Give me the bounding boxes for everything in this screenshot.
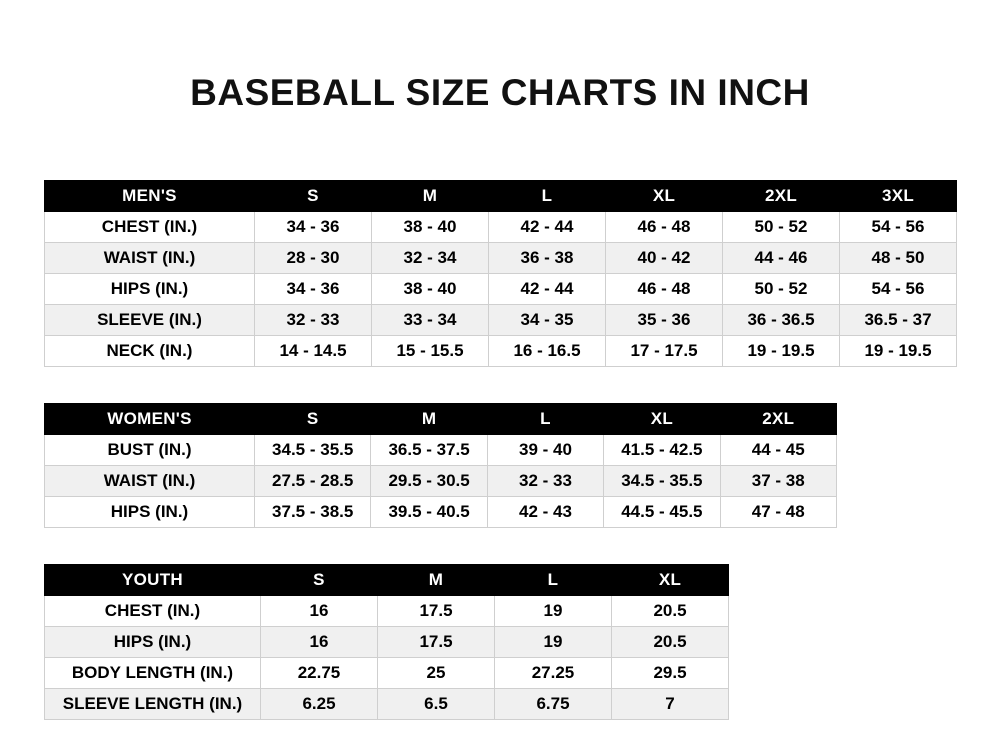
table-cell: 15 - 15.5 [372, 336, 489, 367]
table-cell: 6.75 [495, 689, 612, 720]
row-label: BODY LENGTH (IN.) [45, 658, 261, 689]
column-header: S [261, 565, 378, 596]
womens-size-table [44, 403, 837, 528]
row-label: SLEEVE LENGTH (IN.) [45, 689, 261, 720]
table-cell: 6.5 [378, 689, 495, 720]
table-row [45, 305, 957, 336]
table-cell: 7 [612, 689, 729, 720]
row-label: HIPS (IN.) [45, 274, 255, 305]
column-header: YOUTH [45, 565, 261, 596]
mens-size-table [44, 180, 957, 367]
table-cell: 41.5 - 42.5 [604, 435, 720, 466]
table-cell: 19 [495, 596, 612, 627]
page-title: BASEBALL SIZE CHARTS IN INCH [190, 72, 810, 113]
row-label: CHEST (IN.) [45, 212, 255, 243]
table-cell: 27.5 - 28.5 [255, 466, 371, 497]
row-label: WAIST (IN.) [45, 466, 255, 497]
table-cell: 47 - 48 [720, 497, 836, 528]
column-header: 2XL [723, 181, 840, 212]
table-header-row [45, 565, 729, 596]
table-row [45, 243, 957, 274]
column-header: L [489, 181, 606, 212]
table-cell: 6.25 [261, 689, 378, 720]
table-row [45, 627, 729, 658]
table-cell: 39 - 40 [487, 435, 603, 466]
column-header: XL [606, 181, 723, 212]
table-cell: 17 - 17.5 [606, 336, 723, 367]
table-cell: 38 - 40 [372, 274, 489, 305]
table-cell: 32 - 33 [255, 305, 372, 336]
column-header: XL [604, 404, 720, 435]
column-header: 2XL [720, 404, 836, 435]
row-label: SLEEVE (IN.) [45, 305, 255, 336]
column-header: L [487, 404, 603, 435]
table-cell: 50 - 52 [723, 212, 840, 243]
row-label: NECK (IN.) [45, 336, 255, 367]
row-label: BUST (IN.) [45, 435, 255, 466]
column-header: 3XL [840, 181, 957, 212]
table-cell: 34 - 36 [255, 274, 372, 305]
table-cell: 17.5 [378, 596, 495, 627]
row-label: HIPS (IN.) [45, 627, 261, 658]
table-cell: 44 - 46 [723, 243, 840, 274]
table-cell: 16 - 16.5 [489, 336, 606, 367]
table-cell: 19 [495, 627, 612, 658]
table-cell: 19 - 19.5 [840, 336, 957, 367]
table-cell: 44 - 45 [720, 435, 836, 466]
column-header: MEN'S [45, 181, 255, 212]
table-cell: 36.5 - 37 [840, 305, 957, 336]
table-cell: 34.5 - 35.5 [255, 435, 371, 466]
table-cell: 38 - 40 [372, 212, 489, 243]
table-cell: 34 - 36 [255, 212, 372, 243]
table-row [45, 596, 729, 627]
table-row [45, 497, 837, 528]
table-cell: 32 - 34 [372, 243, 489, 274]
table-cell: 29.5 [612, 658, 729, 689]
row-label: CHEST (IN.) [45, 596, 261, 627]
table-cell: 20.5 [612, 627, 729, 658]
column-header: S [255, 404, 371, 435]
column-header: WOMEN'S [45, 404, 255, 435]
row-label: WAIST (IN.) [45, 243, 255, 274]
table-cell: 54 - 56 [840, 212, 957, 243]
table-cell: 19 - 19.5 [723, 336, 840, 367]
table-row [45, 336, 957, 367]
table-cell: 48 - 50 [840, 243, 957, 274]
column-header: XL [612, 565, 729, 596]
table-cell: 16 [261, 627, 378, 658]
column-header: S [255, 181, 372, 212]
column-header: M [372, 181, 489, 212]
table-cell: 36 - 38 [489, 243, 606, 274]
table-cell: 35 - 36 [606, 305, 723, 336]
table-cell: 44.5 - 45.5 [604, 497, 720, 528]
table-cell: 32 - 33 [487, 466, 603, 497]
table-cell: 50 - 52 [723, 274, 840, 305]
table-row [45, 466, 837, 497]
table-cell: 34 - 35 [489, 305, 606, 336]
table-cell: 42 - 43 [487, 497, 603, 528]
table-row [45, 435, 837, 466]
table-cell: 36 - 36.5 [723, 305, 840, 336]
table-cell: 27.25 [495, 658, 612, 689]
table-cell: 37.5 - 38.5 [255, 497, 371, 528]
table-cell: 16 [261, 596, 378, 627]
table-row [45, 212, 957, 243]
table-row [45, 274, 957, 305]
table-cell: 46 - 48 [606, 274, 723, 305]
table-cell: 14 - 14.5 [255, 336, 372, 367]
table-row [45, 689, 729, 720]
table-cell: 37 - 38 [720, 466, 836, 497]
table-cell: 25 [378, 658, 495, 689]
youth-size-table [44, 564, 729, 720]
table-cell: 34.5 - 35.5 [604, 466, 720, 497]
column-header: M [371, 404, 487, 435]
column-header: L [495, 565, 612, 596]
table-cell: 46 - 48 [606, 212, 723, 243]
table-cell: 39.5 - 40.5 [371, 497, 487, 528]
table-cell: 54 - 56 [840, 274, 957, 305]
tables-container [0, 180, 1000, 720]
table-row [45, 658, 729, 689]
table-header-row [45, 181, 957, 212]
table-cell: 29.5 - 30.5 [371, 466, 487, 497]
table-cell: 42 - 44 [489, 212, 606, 243]
table-cell: 20.5 [612, 596, 729, 627]
table-header-row [45, 404, 837, 435]
table-cell: 28 - 30 [255, 243, 372, 274]
table-cell: 33 - 34 [372, 305, 489, 336]
table-cell: 40 - 42 [606, 243, 723, 274]
table-cell: 42 - 44 [489, 274, 606, 305]
table-cell: 22.75 [261, 658, 378, 689]
row-label: HIPS (IN.) [45, 497, 255, 528]
column-header: M [378, 565, 495, 596]
table-cell: 36.5 - 37.5 [371, 435, 487, 466]
table-cell: 17.5 [378, 627, 495, 658]
